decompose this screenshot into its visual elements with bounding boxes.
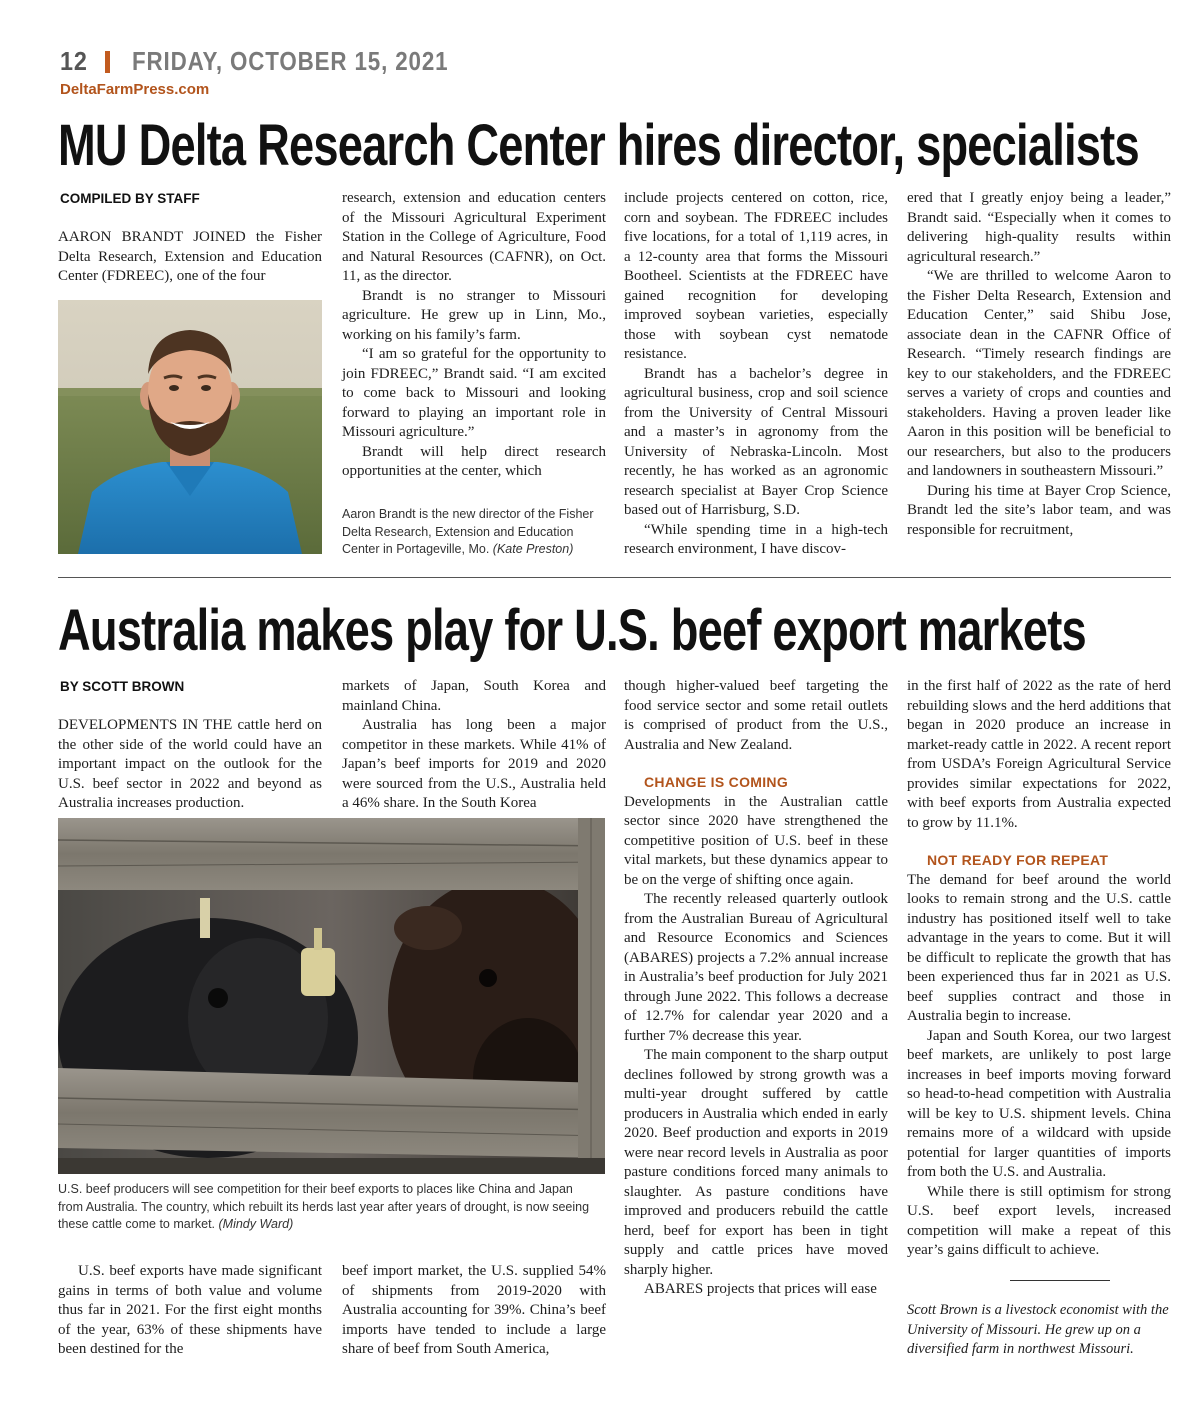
page-number: 12 (60, 46, 88, 76)
paragraph: research, extension and education centers of the Missouri Agricultural Experiment Station in the College of Agriculture, Food and Natural Resources (CAFNR), on Oct. 11, as the director. (342, 190, 606, 284)
portrait-credit: (Kate Preston) (492, 542, 574, 556)
site-link[interactable]: DeltaFarmPress.com (60, 81, 210, 98)
bio-divider (1010, 1280, 1110, 1281)
article1-byline: COMPILED BY STAFF (60, 191, 200, 206)
article2-column-2-bottom (342, 1262, 606, 1360)
paragraph: Brandt has a bachelor’s degree in agricultural business, crop and soil science from the University of Central Missouri and a master’s in agronomy from the University of Nebraska-Lincoln. Most recently, he has worked as an agronomic research specialist at Bayer Crop Science based out of Harrisburg, S.D. (624, 365, 888, 518)
portrait-caption-text: Aaron Brandt is the new director of the Fisher Delta Research, Extension and Education Center in Portageville, Mo. (342, 507, 594, 556)
author-bio: Scott Brown is a livestock economist with the University of Missouri. He grew up on a diversified farm in northwest Missouri. (907, 1302, 1169, 1357)
portrait-photo[interactable] (58, 300, 322, 554)
paragraph: include projects centered on cotton, rice, corn and soybean. The FDREEC includes five locations, for a total of 1,119 acres, in a 12-county area that forms the Missouri Bootheel. Scientists at the FDREEC have gained recognition for developing improved soybean varieties, especially those with soybean cyst nematode resistance. (624, 190, 888, 362)
paragraph: though higher-valued beef targeting the food service sector and some retail outlets is comprised of product from the U.S., Australia and New Zealand. (624, 678, 888, 753)
paragraph: ered that I greatly enjoy being a leader,” Brandt said. “Especially when it comes to delivering high-quality results within agricultural research.” (907, 190, 1171, 265)
article2-column-2-top (342, 677, 606, 814)
article1-intro: AARON BRANDT JOINED the Fisher Delta Research, Extension and Education Center (FDREEC), one of the four (58, 229, 322, 284)
issue-date: FRIDAY, OCTOBER 15, 2021 (132, 46, 449, 76)
cattle-caption-text: U.S. beef producers will see competition for their beef exports to places like China and Japan from Australia. The country, which rebuilt its herds last year after years of drought, is now seeing these cattle come to market. (58, 1182, 590, 1231)
cattle-photo[interactable] (58, 818, 605, 1174)
paragraph: While there is still optimism for strong U.S. beef export levels, increased competition will make a repeat of this year’s gains difficult to achieve. (907, 1183, 1171, 1258)
header-divider (105, 51, 110, 73)
paragraph: Brandt will help direct research opportunities at the center, which (342, 443, 606, 479)
paragraph: Brandt is no stranger to Missouri agriculture. He grew up in Linn, Mo., working on his family’s farm. (342, 287, 606, 343)
paragraph: The recently released quarterly outlook from the Australian Bureau of Agricultural and Resource Economics and Sciences (ABARES) projects a 7.2% annual increase in Australia’s beef production for July 2021 through June 2022. This follows a decrease of 12.7% for calendar year 2020 and a further 7% decrease this year. (624, 891, 888, 1044)
paragraph: beef import market, the U.S. supplied 54% of shipments from 2019-2020 with Australia accounting for 39%. China’s beef imports have tended to include a large share of beef from South America, (342, 1263, 606, 1357)
subhead-change-is-coming: CHANGE IS COMING (644, 774, 789, 790)
article1-column-3 (624, 189, 888, 560)
paragraph: During his time at Bayer Crop Science, Brandt led the site’s labor team, and was responsible for recruitment, (907, 482, 1171, 538)
paragraph: markets of Japan, South Korea and mainland China. (342, 678, 606, 714)
cattle-caption (58, 1181, 598, 1234)
article2-column-3 (624, 677, 888, 1300)
article2-column-4 (907, 677, 1171, 1261)
paragraph: Developments in the Australian cattle sector since 2020 have strengthened the competitive position of U.S. beef in these vital markets, but these dynamics appear to be on the verge of shifting once again. (624, 793, 888, 888)
section-divider (58, 577, 1171, 578)
article2-column-1-top (58, 716, 322, 814)
paragraph: “I am so grateful for the opportunity to join FDREEC,” Brandt said. “I am excited to come back to Missouri and looking forward to playing an important role in Missouri agriculture.” (342, 346, 606, 440)
subhead-not-ready-for-repeat: NOT READY FOR REPEAT (927, 852, 1109, 868)
paragraph: ABARES projects that prices will ease (644, 1281, 877, 1297)
article1-column-1 (58, 228, 322, 287)
cattle-illustration (58, 818, 605, 1174)
portrait-illustration (58, 300, 322, 554)
article2-byline: BY SCOTT BROWN (60, 679, 185, 694)
paragraph: “We are thrilled to welcome Aaron to the Fisher Delta Research, Extension and Education Center,” said Shibu Jose, associate dean in the CAFNR Office of Research. “Timely research findings are key to our stakeholders, and the FDREEC serves a variety of crops and counties and stakeholders. Having a proven leader like Aaron in this position will be beneficial to our researchers, but also to the producers and landowners in southeastern Missouri.” (907, 268, 1171, 479)
article2-column-1-bottom (58, 1262, 322, 1360)
paragraph: in the first half of 2022 as the rate of herd rebuilding slows and the herd additions that began in 2020 produce an increase in market-ready cattle in 2022. A recent report from USDA’s Foreign Agricultural Service provides similar expectations for 2022, with beef exports from Australia expected to grow by 11.1%. (907, 678, 1171, 831)
article2-headline: Australia makes play for U.S. beef export markets (58, 598, 1086, 663)
article2-intro: DEVELOPMENTS IN THE cattle herd on the other side of the world could have an important impact on the outlook for the U.S. beef sector in 2022 and beyond as Australia increases production. (58, 717, 322, 811)
paragraph: The demand for beef around the world looks to remain strong and the U.S. cattle industry has positioned itself well to take advantage in the years to come. But it will be difficult to replicate the growth that has been experienced thus far in 2021 as U.S. beef supplies contract and those in Australia begin to increase. (907, 871, 1171, 1024)
paragraph: Japan and South Korea, our two largest beef markets, are unlikely to post large increases in beef imports moving forward so head-to-head competition with Australia will be key to U.S. shipment levels. China remains more of a wildcard with upside potential for larger quantities of imports from both the U.S. and Australia. (907, 1027, 1171, 1180)
article1-column-2 (342, 189, 606, 482)
article1-headline: MU Delta Research Center hires director, specialists (58, 113, 1139, 178)
article1-column-4 (907, 189, 1171, 540)
paragraph: Australia has long been a major competitor in these markets. While 41% of Japan’s beef imports for 2019 and 2020 were sourced from the U.S., Australia held a 46% share. In the South Korea (342, 717, 606, 811)
paragraph: U.S. beef exports have made significant gains in terms of both value and volume thus far in 2021. For the first eight months of the year, 63% of these shipments have been destined for the (58, 1263, 322, 1357)
paragraph: “While spending time in a high-tech research environment, I have discov- (624, 521, 888, 557)
cattle-credit: (Mindy Ward) (218, 1217, 294, 1231)
paragraph: The main component to the sharp output declines followed by strong growth was a multi-year drought suffered by cattle producers in Australia which ended in early 2020. Beef production and exports in 2019 were near record levels in Australia as poor pasture conditions forced many animals to slaughter. As pasture conditions have improved and producers rebuild the cattle herd, beef for export has been in tight supply and cattle prices have moved sharply higher. (624, 1047, 888, 1278)
portrait-caption (342, 506, 604, 559)
